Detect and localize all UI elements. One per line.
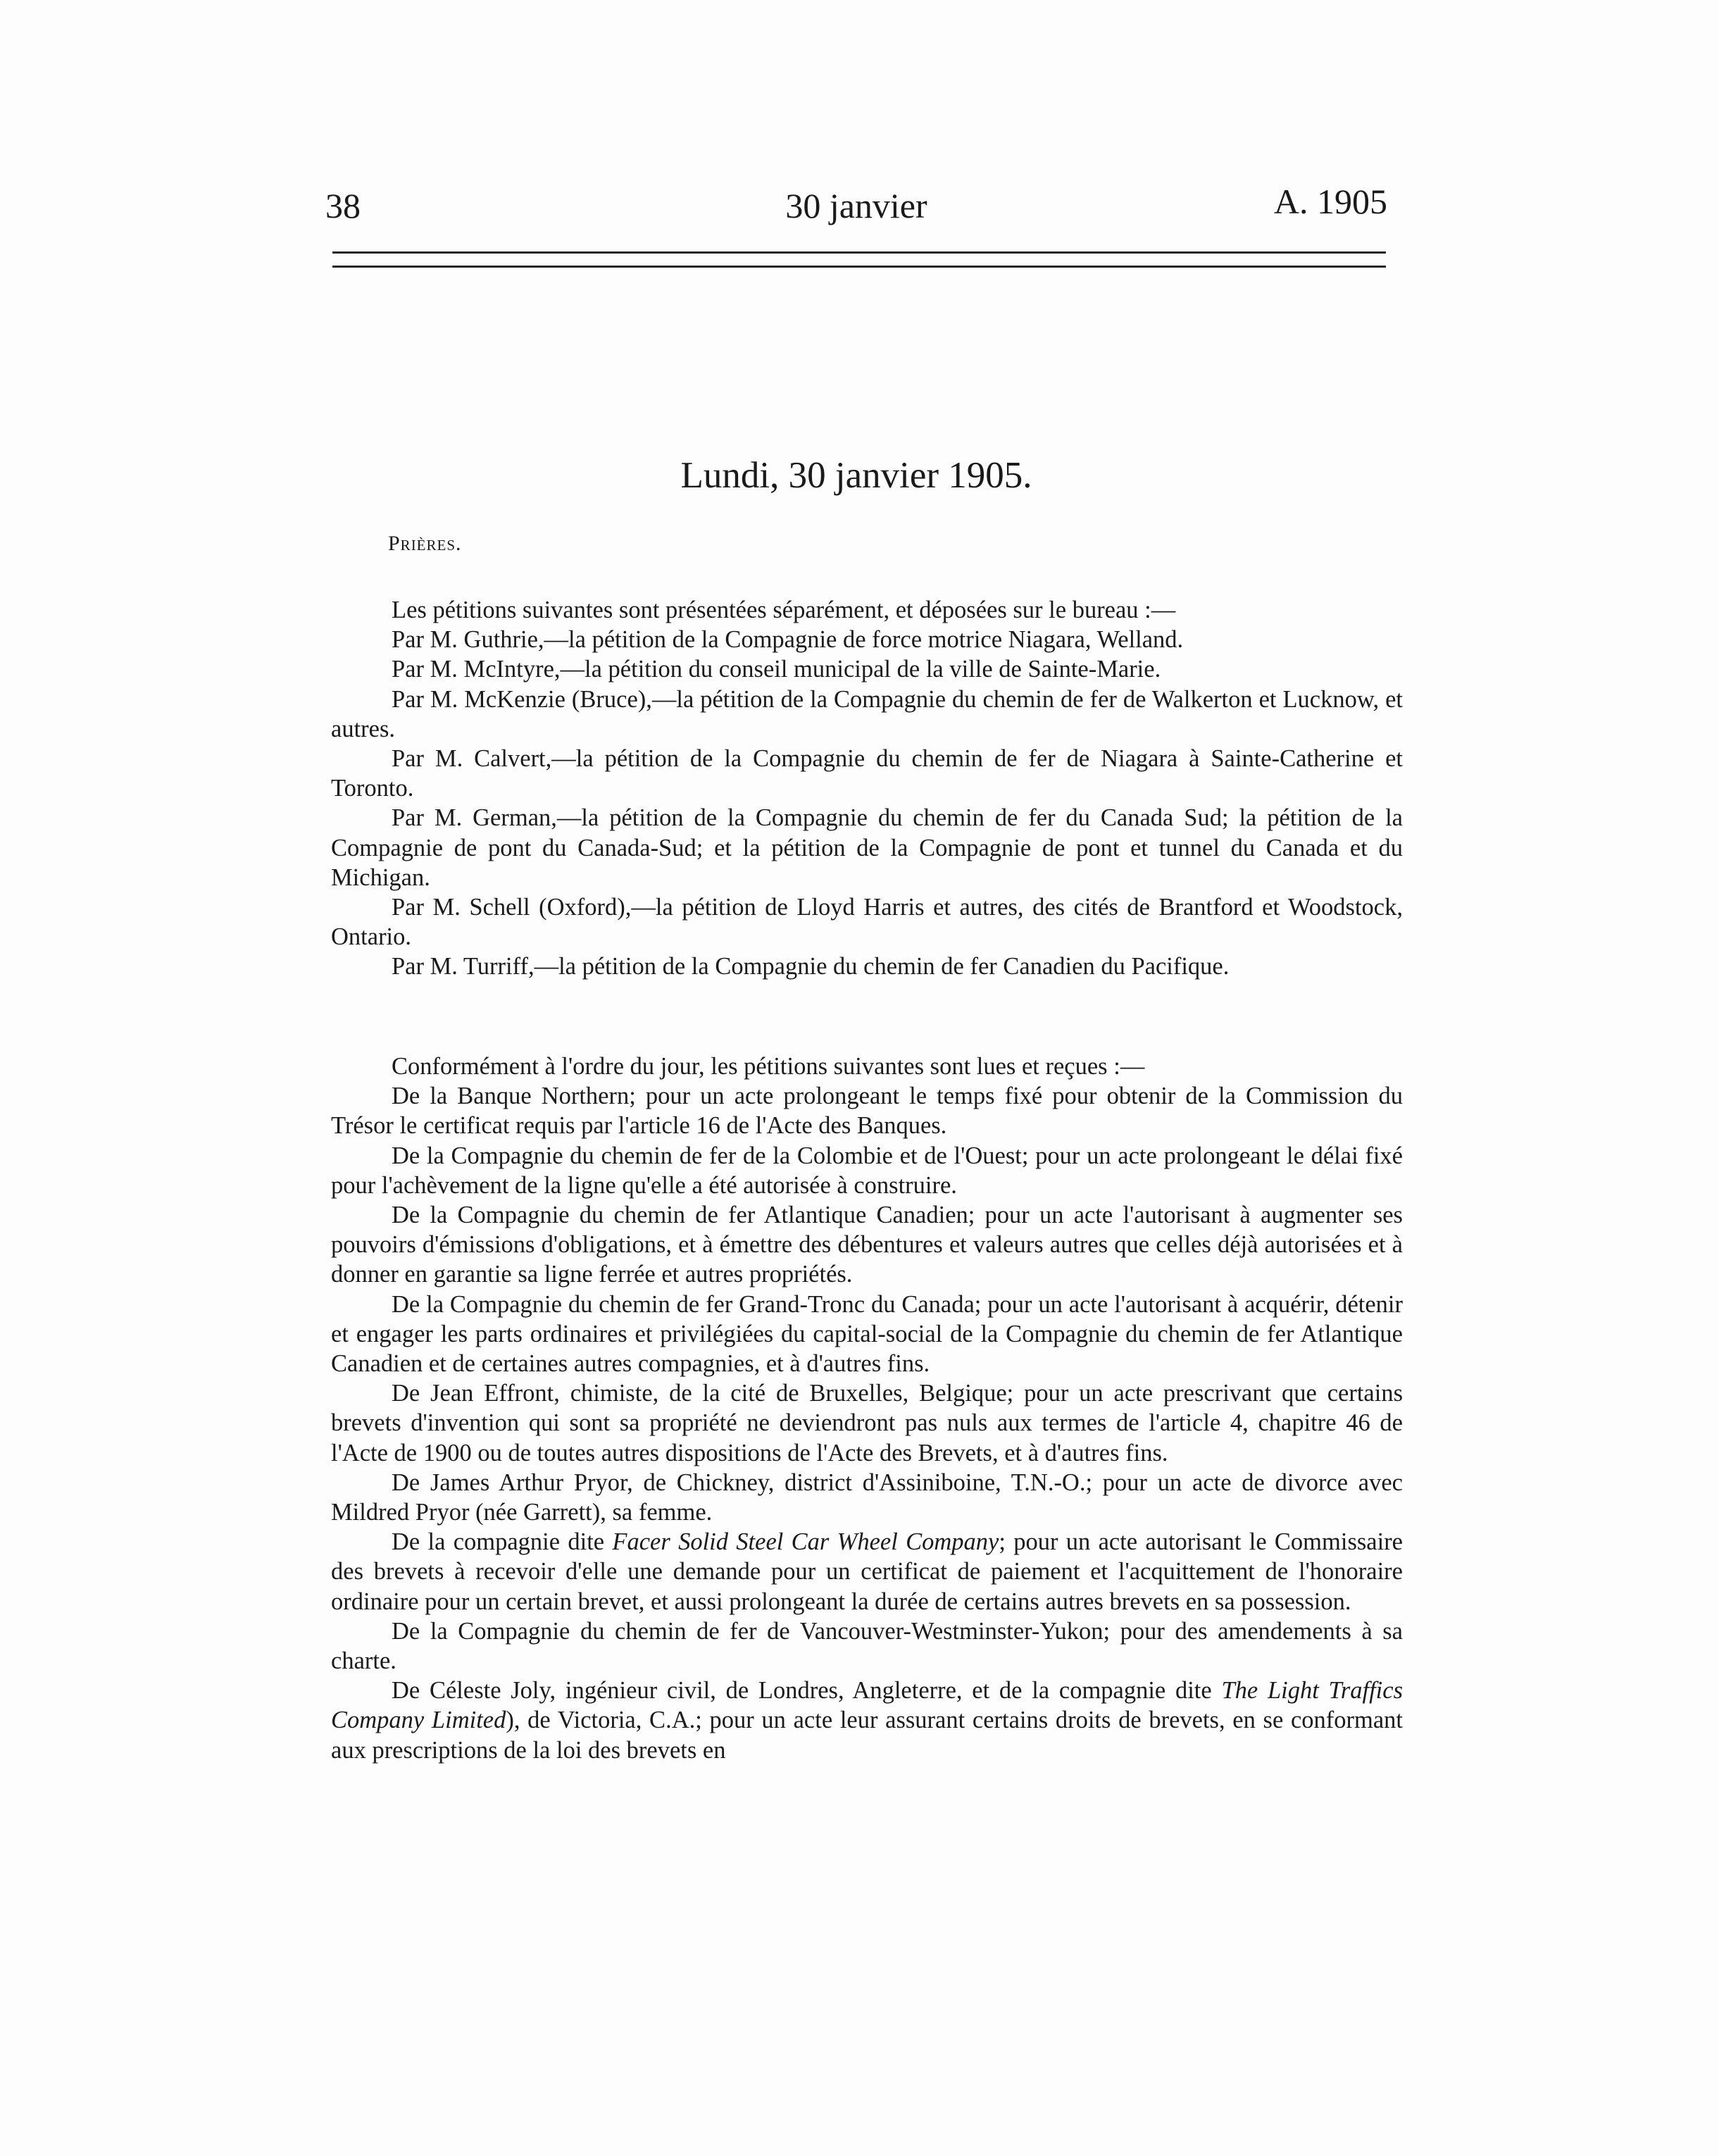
text-span: De la compagnie dite: [392, 1528, 613, 1556]
paragraph: Par M. Turriff,—la pétition de la Compagnie du chemin de fer Canadien du Pacifique.: [392, 953, 1230, 980]
header-rule-bottom: [332, 266, 1386, 268]
paragraph: De James Arthur Pryor, de Chickney, district d'Assiniboine, T.N.-O.; pour un acte de divorce avec Mildred Pryor (née Garrett), sa femme.: [331, 1469, 1403, 1526]
paragraph: Par M. German,—la pétition de la Compagnie du chemin de fer du Canada Sud; la pétition de la Compagnie de pont du Canada-Sud; et la pétition de la Compagnie de pont et tunnel du Canada et du Michigan.: [331, 804, 1403, 891]
company-name-italic: The Light Traffics Company Limited: [331, 1677, 1403, 1734]
paragraph: Les pétitions suivantes sont présentées séparément, et déposées sur le bureau :—: [392, 597, 1176, 623]
paragraph: Par M. McIntyre,—la pétition du conseil municipal de la ville de Sainte-Marie.: [392, 656, 1161, 683]
session-title: Lundi, 30 janvier 1905.: [680, 455, 1032, 496]
text-span: ), de Victoria, C.A.; pour un acte leur assurant certains droits de brevets, en se conformant aux prescriptions de la loi des brevets en: [331, 1707, 1403, 1764]
petitions-presented-block: [331, 595, 1403, 982]
header-year: A. 1905: [1273, 182, 1387, 221]
paragraph: Par M. Calvert,—la pétition de la Compagnie du chemin de fer de Niagara à Sainte-Catherine et Toronto.: [331, 745, 1403, 802]
page-number: 38: [325, 186, 361, 225]
paragraph: Conformément à l'ordre du jour, les pétitions suivantes sont lues et reçues :—: [392, 1053, 1145, 1080]
section-label-prayers: Prières.: [388, 532, 462, 555]
paragraph: De la Compagnie du chemin de fer de Vancouver-Westminster-Yukon; pour des amendements à sa charte.: [331, 1617, 1403, 1675]
paragraph: De la Compagnie du chemin de fer de la Colombie et de l'Ouest; pour un acte prolongeant le délai fixé pour l'achèvement de la ligne qu'elle a été autorisée à construire.: [331, 1142, 1403, 1199]
header-rule-top: [332, 251, 1386, 254]
header-date: 30 janvier: [785, 186, 927, 225]
text-span: ; pour un acte autorisant le Commissaire des brevets à recevoir d'elle une demande pour un certificat de paiement et l'acquittement de l'honoraire ordinaire pour un certain brevet, et aussi prolongeant la durée de certains autres brevets en sa possession.: [331, 1528, 1403, 1615]
paragraph: Par M. Guthrie,—la pétition de la Compagnie de force motrice Niagara, Welland.: [392, 626, 1184, 654]
petitions-read-block: [331, 1052, 1403, 1765]
paragraph: Par M. Schell (Oxford),—la pétition de Lloyd Harris et autres, des cités de Brantford et Woodstock, Ontario.: [331, 894, 1403, 951]
paragraph: De la Compagnie du chemin de fer Grand-Tronc du Canada; pour un acte l'autorisant à acquérir, détenir et engager les parts ordinaires et privilégiées du capital-social de la Compagnie du chemin de fer Atlantique Canadien et de certaines autres compagnies, et à d'autres fins.: [331, 1290, 1403, 1378]
paragraph: De la Compagnie du chemin de fer Atlantique Canadien; pour un acte l'autorisant à augmenter ses pouvoirs d'émissions d'obligations, et à émettre des débentures et valeurs autres que celles déjà autorisées et à donner en garantie sa ligne ferrée et autres propriétés.: [331, 1202, 1403, 1288]
page-header: [325, 180, 1387, 229]
paragraph: De la Banque Northern; pour un acte prolongeant le temps fixé pour obtenir de la Commission du Trésor le certificat requis par l'article 16 de l'Acte des Banques.: [331, 1083, 1403, 1140]
company-name-italic: Facer Solid Steel Car Wheel Company: [612, 1528, 999, 1556]
paragraph: [331, 1527, 1403, 1616]
paragraph: De Jean Effront, chimiste, de la cité de Bruxelles, Belgique; pour un acte prescrivant que certains brevets d'invention qui sont sa propriété ne deviendront pas nuls aux termes de l'article 4, chapitre 46 de l'Acte de 1900 ou de toutes autres dispositions de l'Acte des Brevets, et à d'autres fins.: [331, 1380, 1403, 1466]
paragraph: [331, 1676, 1403, 1765]
paragraph: Par M. McKenzie (Bruce),—la pétition de la Compagnie du chemin de fer de Walkerton et Lucknow, et autres.: [331, 685, 1403, 742]
text-span: De Céleste Joly, ingénieur civil, de Londres, Angleterre, et de la compagnie dite: [392, 1677, 1222, 1705]
